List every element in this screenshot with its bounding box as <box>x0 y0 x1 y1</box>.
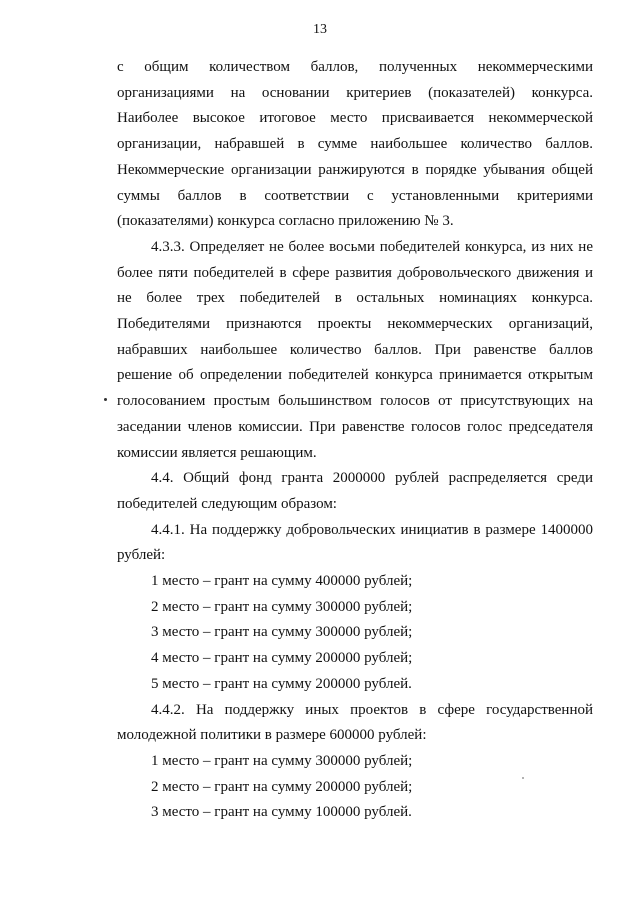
list-item: 3 место – грант на сумму 100000 рублей. <box>151 804 412 821</box>
list-item: 5 место – грант на сумму 200000 рублей. <box>151 675 412 692</box>
paragraph-4-4: 4.4. Общий фонд гранта 2000000 рублей распределяется среди победителей следующим образом: <box>117 470 593 512</box>
paragraph-4-3-3: 4.3.3. Определяет не более восьми победителей конкурса, из них не более пяти победителей в сфере развития добровольческого движения и не более трех победителей в остальных номинациях конкурса. Победителями признаются проекты некоммерческих организаций, набравших наибольшее количество баллов. При равенстве баллов решение об определении победителей конкурса принимается открытым голосованием простым большинством голосов от присутствующих на заседании членов комиссии. При равенстве голосов голос председателя комиссии является решающим. <box>117 238 593 461</box>
list-item: 3 место – грант на сумму 300000 рублей; <box>151 624 413 641</box>
page-number: 13 <box>313 22 327 37</box>
list-item: 1 место – грант на сумму 400000 рублей; <box>151 573 413 590</box>
list-item: 1 место – грант на сумму 300000 рублей; <box>151 752 413 769</box>
list-item: 2 место – грант на сумму 200000 рублей; <box>151 778 413 795</box>
list-item: 4 место – грант на сумму 200000 рублей; <box>151 650 413 667</box>
list-item: 2 место – грант на сумму 300000 рублей; <box>151 598 413 615</box>
document-body <box>117 55 593 826</box>
scan-speck <box>522 777 524 779</box>
scan-speck <box>104 398 107 401</box>
paragraph-4-4-2: 4.4.2. На поддержку иных проектов в сфере государственной молодежной политики в размере 600000 рублей: <box>117 701 593 744</box>
paragraph-4-4-1: 4.4.1. На поддержку добровольческих инициатив в размере 1400000 рублей: <box>117 521 593 564</box>
paragraph-continuation: с общим количеством баллов, полученных некоммерческими организациями на основании критериев (показателей) конкурса. Наиболее высокое итоговое место присваивается некоммерческой организации, набравшей в сумме наибольшее количество баллов. Некоммерческие организации ранжируются в порядке убывания общей суммы баллов в соответствии с установленными критериями (показателями) конкурса согласно приложению № 3. <box>117 59 593 230</box>
